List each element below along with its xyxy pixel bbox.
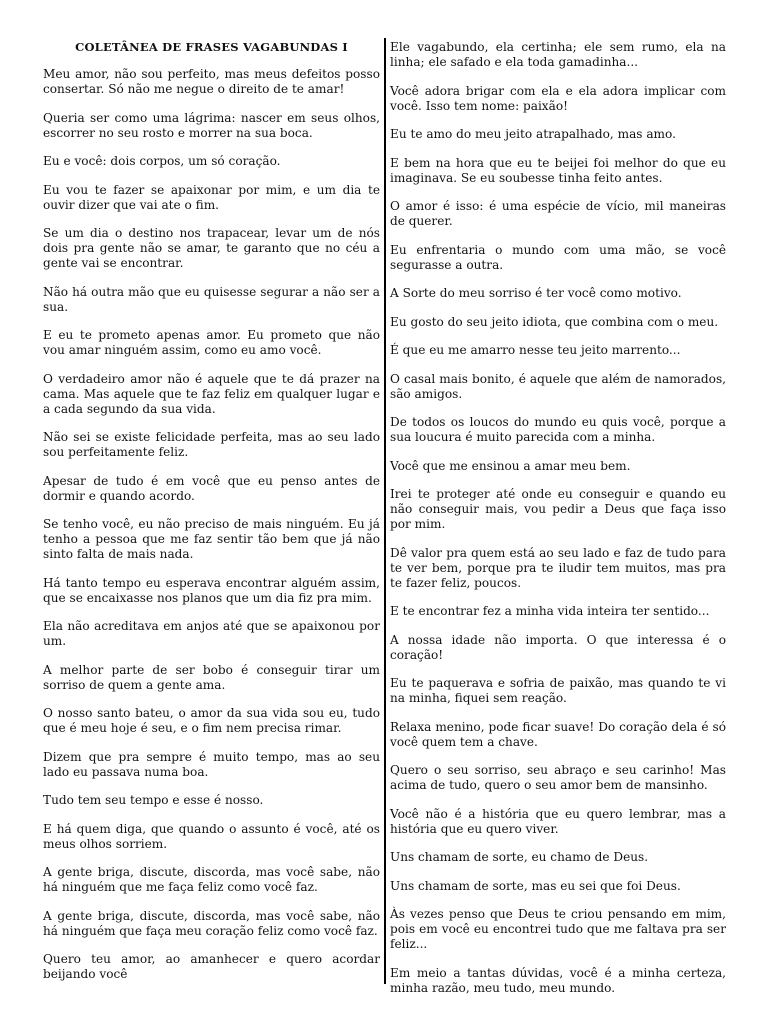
phrase: Eu e você: dois corpos, um só coração.: [43, 154, 281, 168]
phrase: Tudo tem seu tempo e esse é nosso.: [43, 793, 264, 807]
phrase: Às vezes penso que Deus te criou pensando em mim, pois em você eu encontrei tudo que me faltava pra ser feliz...: [390, 907, 726, 951]
phrase: O verdadeiro amor não é aquele que te dá prazer na cama. Mas aquele que te faz feliz em qualquer lugar e a cada segundo da sua vida.: [43, 371, 380, 416]
right-column: [390, 40, 726, 1009]
phrase: Uns chamam de sorte, eu chamo de Deus.: [390, 850, 649, 864]
phrase: E bem na hora que eu te beijei foi melhor do que eu imaginava. Se eu soubesse tinha feito antes.: [390, 155, 726, 185]
phrase: A gente briga, discute, discorda, mas você sabe, não há ninguém que me faça feliz como você faz.: [43, 865, 380, 894]
phrase: Há tanto tempo eu esperava encontrar alguém assim, que se encaixasse nos planos que um dia fiz pra mim.: [43, 575, 380, 605]
phrase: Queria ser como uma lágrima: nascer em seus olhos, escorrer no seu rosto e morrer na sua boca.: [43, 110, 380, 140]
phrase: E há quem diga, que quando o assunto é você, até os meus olhos sorriem.: [43, 821, 380, 851]
phrase: Quero o seu sorriso, seu abraço e seu carinho! Mas acima de tudo, quero o seu amor bem de mansinho.: [390, 763, 726, 792]
phrase: Uns chamam de sorte, mas eu sei que foi Deus.: [390, 878, 681, 893]
phrase: Eu enfrentaria o mundo com uma mão, se você segurasse a outra.: [390, 242, 726, 272]
phrase: A Sorte do meu sorriso é ter você como motivo.: [390, 286, 682, 300]
phrase: Relaxa menino, pode ficar suave! Do coração dela é só você quem tem a chave.: [390, 719, 726, 749]
phrase: A melhor parte de ser bobo é conseguir tirar um sorriso de quem a gente ama.: [43, 662, 380, 692]
phrase: A nossa idade não importa. O que interessa é o coração!: [390, 632, 726, 662]
phrase: Irei te proteger até onde eu conseguir e quando eu não conseguir mais, vou pedir a Deus que faça isso por mim.: [390, 487, 726, 531]
phrase: Você não é a história que eu quero lembrar, mas a história que eu quero viver.: [390, 806, 726, 836]
phrase: Em meio a tantas dúvidas, você é a minha certeza, minha razão, meu tudo, meu mundo.: [390, 965, 726, 995]
document-title: COLETÂNEA DE FRASES VAGABUNDAS I: [75, 40, 348, 54]
phrase: E te encontrar fez a minha vida inteira ter sentido...: [390, 604, 710, 618]
phrase: É que eu me amarro nesse teu jeito marrento...: [390, 343, 681, 357]
phrase: Eu vou te fazer se apaixonar por mim, e um dia te ouvir dizer que vai ate o fim.: [43, 182, 380, 212]
phrase: O casal mais bonito, é aquele que além de namorados, são amigos.: [390, 371, 726, 401]
phrase: Dê valor pra quem está ao seu lado e faz de tudo para te ver bem, porque pra te iludir tem muitos, mas pra te fazer feliz, poucos.: [390, 545, 726, 590]
phrase: Ele vagabundo, ela certinha; ele sem rumo, ela na linha; ele safado e ela toda gamadinha...: [390, 40, 726, 69]
phrase: O nosso santo bateu, o amor da sua vida sou eu, tudo que é meu hoje é seu, e o fim nem precisa rimar.: [43, 706, 380, 735]
phrase: Não sei se existe felicidade perfeita, mas ao seu lado sou perfeitamente feliz.: [43, 430, 380, 459]
phrase: O amor é isso: é uma espécie de vício, mil maneiras de querer.: [390, 199, 726, 228]
left-column: [43, 40, 380, 996]
phrase: Eu te paquerava e sofria de paixão, mas quando te vi na minha, fiquei sem reação.: [390, 676, 726, 705]
phrase: Eu te amo do meu jeito atrapalhado, mas amo.: [390, 127, 676, 141]
phrase: Você que me ensinou a amar meu bem.: [390, 458, 631, 473]
phrase: Você adora brigar com ela e ela adora implicar com você. Isso tem nome: paixão!: [390, 83, 726, 113]
phrase: Eu gosto do seu jeito idiota, que combina com o meu.: [390, 314, 719, 329]
phrase: Apesar de tudo é em você que eu penso antes de dormir e quando acordo.: [43, 473, 380, 503]
phrase: Dizem que pra sempre é muito tempo, mas ao seu lado eu passava numa boa.: [43, 749, 380, 779]
phrase: Se tenho você, eu não preciso de mais ninguém. Eu já tenho a pessoa que me faz sentir tão bem que já não sinto falta de mais nada.: [43, 517, 380, 561]
phrase: Ela não acreditava em anjos até que se apaixonou por um.: [43, 619, 380, 648]
phrase: De todos os loucos do mundo eu quis você, porque a sua loucura é muito parecida com a minha.: [390, 415, 726, 444]
phrase: Se um dia o destino nos trapacear, levar um de nós dois pra gente não se amar, te garanto que no céu a gente vai se encontrar.: [43, 226, 380, 270]
phrase: Não há outra mão que eu quisesse segurar a não ser a sua.: [43, 284, 380, 314]
column-divider: [384, 38, 386, 984]
phrase: Quero teu amor, ao amanhecer e quero acordar beijando você: [43, 952, 380, 981]
phrase: A gente briga, discute, discorda, mas você sabe, não há ninguém que faça meu coração feliz como você faz.: [43, 908, 380, 938]
phrase: E eu te prometo apenas amor. Eu prometo que não vou amar ninguém assim, como eu amo você.: [43, 328, 380, 357]
phrase: Meu amor, não sou perfeito, mas meus defeitos posso consertar. Só não me negue o direito de te amar!: [43, 67, 380, 96]
